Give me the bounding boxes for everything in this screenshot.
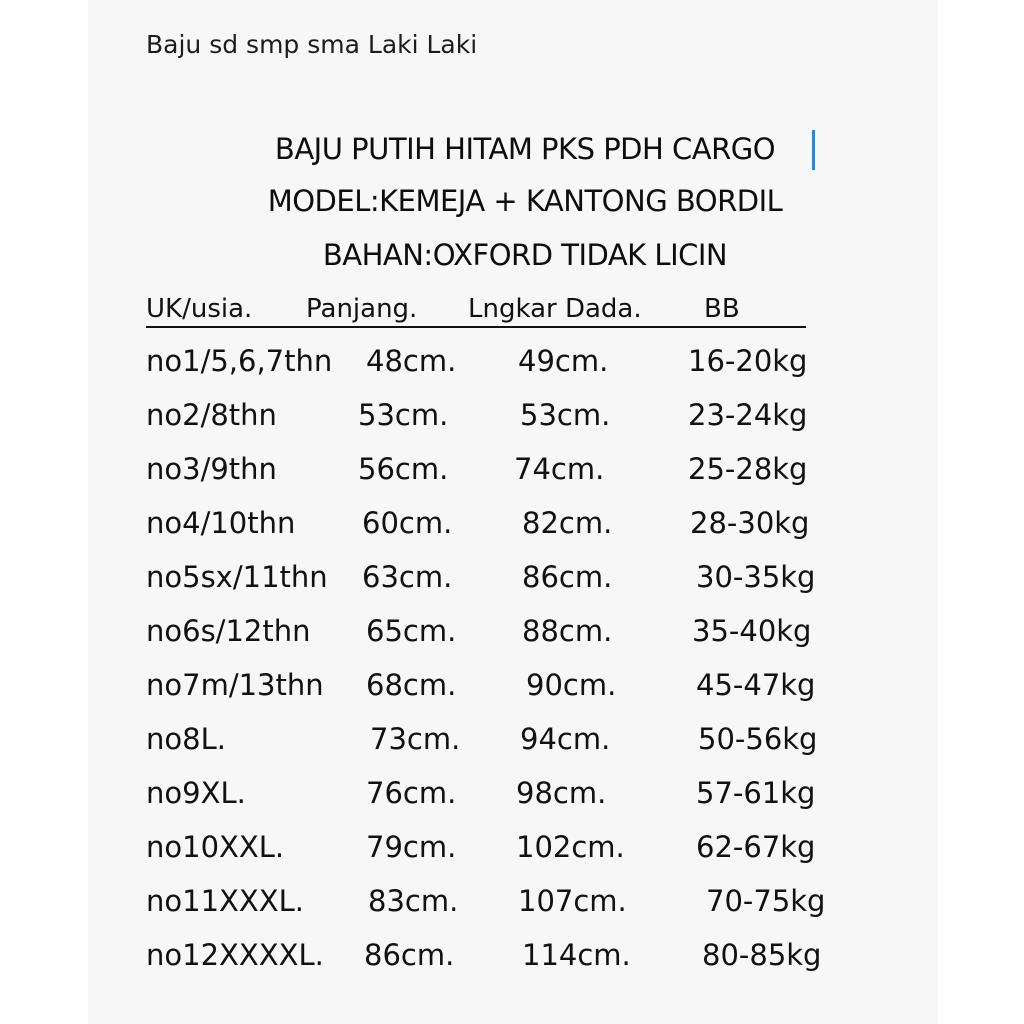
column-header-length: Panjang.	[306, 294, 418, 324]
cell-weight: 23-24kg	[688, 398, 808, 432]
cell-length: 53cm.	[358, 398, 449, 432]
table-row	[146, 560, 866, 600]
cell-weight: 57-61kg	[696, 776, 816, 810]
column-header-weight: BB	[704, 294, 740, 324]
cell-length: 83cm.	[368, 884, 459, 918]
cell-chest: 102cm.	[516, 830, 625, 864]
cell-size-age: no4/10thn	[146, 506, 296, 540]
cell-size-age: no1/5,6,7thn	[146, 344, 333, 378]
cell-weight: 30-35kg	[696, 560, 816, 594]
cell-weight: 70-75kg	[706, 884, 826, 918]
table-row	[146, 398, 866, 438]
table-row	[146, 938, 866, 978]
cell-length: 60cm.	[362, 506, 453, 540]
cell-chest: 74cm.	[514, 452, 605, 486]
cell-chest: 94cm.	[520, 722, 611, 756]
heading-model: MODEL:KEMEJA + KANTONG BORDIL	[267, 184, 783, 218]
cell-size-age: no9XL.	[146, 776, 246, 810]
cell-chest: 53cm.	[520, 398, 611, 432]
table-row	[146, 452, 866, 492]
cell-chest: 90cm.	[526, 668, 617, 702]
table-row	[146, 614, 866, 654]
table-row	[146, 344, 866, 384]
table-row	[146, 776, 866, 816]
cell-weight: 62-67kg	[696, 830, 816, 864]
cell-size-age: no2/8thn	[146, 398, 277, 432]
cell-size-age: no10XXL.	[146, 830, 285, 864]
table-row	[146, 668, 866, 708]
cell-length: 65cm.	[366, 614, 457, 648]
cell-length: 63cm.	[362, 560, 453, 594]
cell-weight: 50-56kg	[698, 722, 818, 756]
document-page[interactable]	[88, 0, 938, 1024]
heading-material: BAHAN:OXFORD TIDAK LICIN	[322, 238, 728, 272]
cell-length: 68cm.	[366, 668, 457, 702]
cell-weight: 16-20kg	[688, 344, 808, 378]
cell-length: 48cm.	[366, 344, 457, 378]
document-title: Baju sd smp sma Laki Laki	[146, 30, 478, 59]
cell-size-age: no11XXXL.	[146, 884, 304, 918]
cell-chest: 86cm.	[522, 560, 613, 594]
cell-length: 76cm.	[366, 776, 457, 810]
cell-length: 73cm.	[370, 722, 461, 756]
cell-length: 86cm.	[364, 938, 455, 972]
cell-length: 79cm.	[366, 830, 457, 864]
cell-weight: 28-30kg	[690, 506, 810, 540]
cell-weight: 25-28kg	[688, 452, 808, 486]
size-table-header	[146, 290, 806, 328]
column-header-size-age: UK/usia.	[146, 294, 253, 324]
cell-size-age: no7m/13thn	[146, 668, 324, 702]
heading-product-name: BAJU PUTIH HITAM PKS PDH CARGO	[274, 132, 776, 166]
cell-chest: 107cm.	[518, 884, 627, 918]
cell-size-age: no3/9thn	[146, 452, 277, 486]
cell-weight: 35-40kg	[692, 614, 812, 648]
cell-chest: 88cm.	[522, 614, 613, 648]
cell-chest: 49cm.	[518, 344, 609, 378]
cell-size-age: no12XXXXL.	[146, 938, 324, 972]
cell-chest: 98cm.	[516, 776, 607, 810]
cell-length: 56cm.	[358, 452, 449, 486]
cell-chest: 114cm.	[522, 938, 631, 972]
cell-chest: 82cm.	[522, 506, 613, 540]
text-cursor	[812, 130, 815, 170]
column-header-chest: Lngkar Dada.	[468, 294, 642, 324]
cell-size-age: no5sx/11thn	[146, 560, 328, 594]
table-row	[146, 722, 866, 762]
table-row	[146, 884, 866, 924]
cell-size-age: no8L.	[146, 722, 226, 756]
cell-weight: 45-47kg	[696, 668, 816, 702]
table-row	[146, 506, 866, 546]
cell-size-age: no6s/12thn	[146, 614, 311, 648]
cell-weight: 80-85kg	[702, 938, 822, 972]
table-row	[146, 830, 866, 870]
